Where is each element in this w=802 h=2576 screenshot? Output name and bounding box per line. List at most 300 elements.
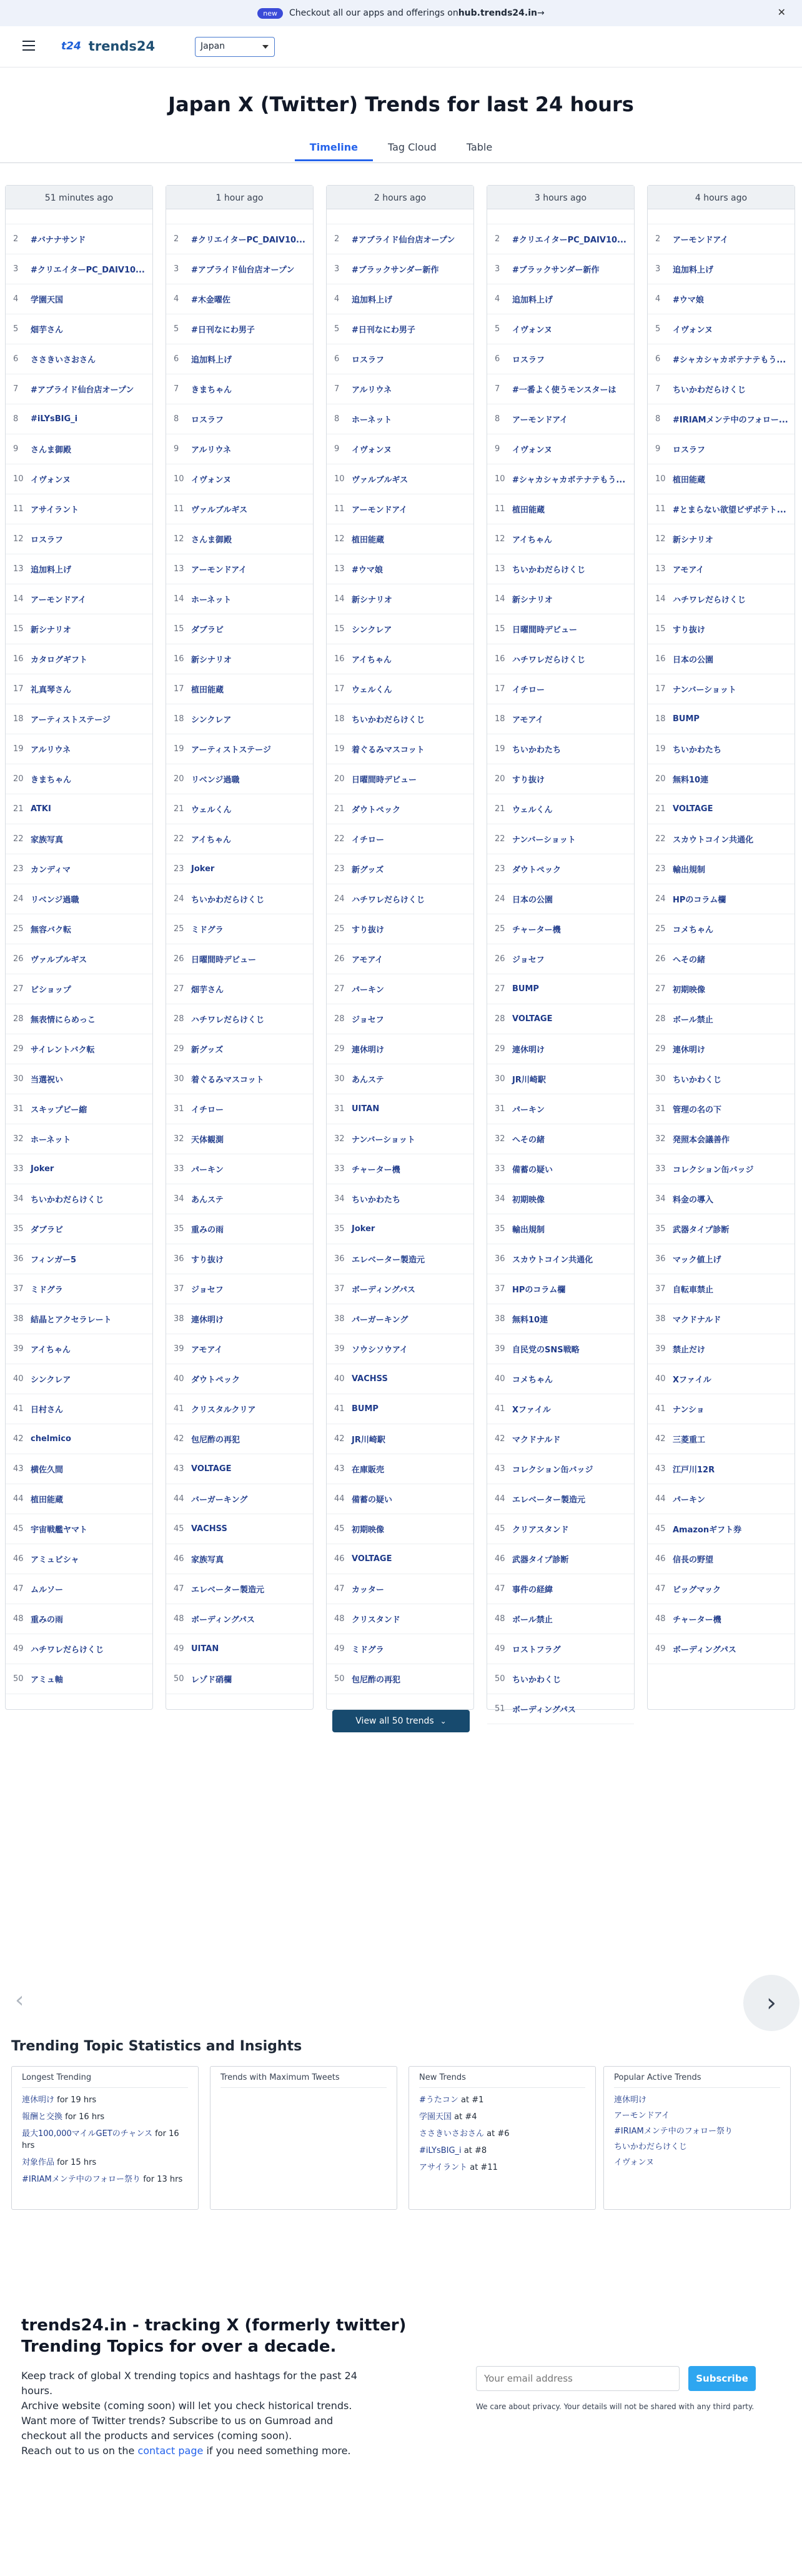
trend-link[interactable]: ホーネット — [352, 416, 392, 425]
trend-link[interactable]: 畑芋さん — [31, 326, 64, 335]
stat-trend-link[interactable]: #iLYsBIG_i — [419, 2146, 462, 2155]
tab-tag-cloud[interactable]: Tag Cloud — [387, 141, 437, 153]
trend-link[interactable]: 自民党のSNS戦略 — [512, 1345, 580, 1355]
trend-link[interactable]: ハチワレだらけくじ — [512, 656, 586, 665]
trend-link[interactable]: ハチワレだらけくじ — [191, 1016, 265, 1025]
trend-link[interactable]: ダウトペック — [512, 866, 562, 875]
trend-link[interactable]: #クリエイターPC_DAIV10... — [512, 236, 626, 245]
trend-link[interactable]: フィンガー5 — [31, 1256, 77, 1265]
trend-link[interactable]: きまちゃん — [31, 776, 72, 785]
trend-link[interactable]: #日刊なにわ男子 — [191, 326, 255, 335]
trend-link[interactable]: VACHSS — [352, 1374, 388, 1384]
trend-link[interactable]: 無料10連 — [673, 776, 709, 785]
trend-link[interactable]: ダウトペック — [352, 806, 401, 815]
trend-link[interactable]: 家族写真 — [191, 1555, 224, 1565]
trend-link[interactable]: ホーネット — [31, 1136, 71, 1145]
trend-link[interactable]: #ウマ娘 — [352, 566, 383, 575]
trend-link[interactable]: 追加料上げ — [512, 296, 553, 305]
trend-link[interactable]: ボール禁止 — [512, 1615, 553, 1625]
trend-rank: 30 — [174, 1074, 184, 1084]
trend-link[interactable]: ボーディングパス — [352, 1286, 415, 1295]
trend-link[interactable]: 信長の野望 — [673, 1555, 714, 1565]
trend-link[interactable]: アサイラント — [31, 506, 79, 515]
trend-link[interactable]: アーモンドアイ — [31, 596, 87, 605]
trend-link[interactable]: ハチワレだらけくじ — [31, 1645, 104, 1655]
trend-link[interactable]: 追加料上げ — [673, 266, 714, 275]
trend-rank: 45 — [655, 1524, 666, 1534]
trend-row — [487, 1064, 634, 1094]
trend-link[interactable]: すり抜け — [352, 926, 385, 935]
trend-link[interactable]: 着ぐるみマスコット — [352, 746, 425, 755]
trend-link[interactable]: #シャカシャカボテナテもう... — [512, 476, 626, 485]
trend-link[interactable]: すり抜け — [673, 626, 706, 635]
trend-link[interactable]: 追加料上げ — [191, 356, 232, 365]
footer-line-1: Keep track of global X trending topics and hashtags for the past 24 hours. — [21, 2370, 357, 2397]
trend-link[interactable]: パーキン — [352, 986, 384, 995]
trend-link[interactable]: ハチワレだらけくじ — [352, 896, 425, 905]
column-timestamp: 4 hours ago — [648, 186, 795, 209]
trend-link[interactable]: ちいかわたち — [512, 746, 562, 755]
view-all-button[interactable] — [332, 1710, 470, 1732]
trend-link[interactable]: アモアイ — [352, 956, 384, 965]
trend-link[interactable]: イチロー — [352, 836, 385, 845]
trend-rank: 23 — [174, 864, 184, 874]
trend-link[interactable]: 備蓄の疑い — [512, 1166, 553, 1175]
trend-link[interactable]: #ブラックサンダー新作 — [512, 266, 600, 275]
trend-link[interactable]: ダブラビ — [191, 626, 224, 635]
trend-link[interactable]: きまちゃん — [191, 386, 232, 395]
trend-row — [166, 434, 313, 464]
trend-link[interactable]: ささきいさおさん — [31, 356, 96, 365]
trend-link[interactable]: パーガーキング — [352, 1315, 408, 1325]
trend-row — [487, 1694, 634, 1724]
subscribe-button[interactable]: Subscribe — [688, 2366, 756, 2391]
trend-link[interactable]: アモアイ — [673, 566, 705, 575]
trend-link[interactable]: 植田能蔵 — [191, 686, 224, 695]
stat-trend-link[interactable]: ちいかわだらけくじ — [614, 2142, 688, 2152]
trend-link[interactable]: ちいかわくじ — [673, 1076, 722, 1085]
trend-link[interactable]: 無料10連 — [512, 1315, 548, 1325]
trend-link[interactable]: ロスラフ — [31, 536, 64, 545]
trend-link[interactable]: ボーディングパス — [512, 1705, 576, 1715]
trend-row — [327, 584, 473, 614]
trend-link[interactable]: 重みの雨 — [191, 1226, 224, 1235]
stat-trend-link[interactable]: 学園天国 — [419, 2112, 452, 2122]
trend-link[interactable]: #バナナサンド — [31, 236, 86, 245]
trend-link[interactable]: 包尼酢の再犯 — [191, 1435, 240, 1445]
trend-link[interactable]: カッター — [352, 1585, 384, 1595]
trend-link[interactable]: ちいかわくじ — [512, 1675, 562, 1685]
trend-link[interactable]: ロスラフ — [512, 356, 545, 365]
trend-rank: 47 — [655, 1584, 666, 1594]
trend-link[interactable]: UITAN — [191, 1644, 219, 1654]
trend-link[interactable]: パーキン — [512, 1106, 545, 1115]
trend-link[interactable]: 結晶とアクセラレート — [31, 1315, 112, 1325]
trend-link[interactable]: 当選祝い — [31, 1076, 64, 1085]
trend-link[interactable]: ヴァルブルギス — [352, 476, 408, 485]
trend-link[interactable]: アーモンドアイ — [191, 566, 247, 575]
trend-link[interactable]: 連休明け — [512, 1046, 545, 1055]
trend-link[interactable]: 植田能蔵 — [352, 536, 385, 545]
trend-link[interactable]: 重みの雨 — [31, 1615, 64, 1625]
trend-link[interactable]: #iLYsBIG_i — [31, 414, 78, 424]
trend-link[interactable]: 新シナリオ — [31, 626, 71, 635]
trend-link[interactable]: ソウシソウアイ — [352, 1345, 408, 1355]
trend-link[interactable]: アイちゃん — [352, 656, 392, 665]
trend-link[interactable]: 畑芋さん — [191, 986, 224, 995]
trend-link[interactable]: Xファイル — [512, 1405, 551, 1415]
email-input[interactable] — [476, 2366, 680, 2391]
tab-table[interactable]: Table — [466, 141, 493, 153]
trend-link[interactable]: 日本の公園 — [673, 656, 714, 665]
trend-link[interactable]: パーキン — [673, 1495, 705, 1505]
trend-link[interactable]: コレクション缶バッジ — [673, 1166, 754, 1175]
trend-row — [327, 704, 473, 734]
trend-link[interactable]: 日曜間時デビュー — [191, 956, 257, 965]
trend-link[interactable]: 学園天国 — [31, 296, 64, 305]
trend-row — [166, 1454, 313, 1484]
trend-link[interactable]: 包尼酢の再犯 — [352, 1675, 401, 1685]
trend-link[interactable]: ちいかわたち — [352, 1196, 401, 1205]
trend-link[interactable]: ボーディングパス — [191, 1615, 255, 1625]
logo-mark-icon: t24 — [61, 40, 81, 52]
trend-link[interactable]: ウェルくん — [512, 806, 553, 815]
trend-link[interactable]: #アブライド仙台店オープン — [191, 266, 295, 275]
trend-link[interactable]: リベンジ過職 — [191, 776, 240, 785]
trend-link[interactable]: 新グッズ — [352, 866, 384, 875]
trend-link[interactable]: アルリウネ — [191, 446, 232, 455]
trend-link[interactable]: 発照本会議善作 — [673, 1136, 730, 1145]
trend-link[interactable]: ミドグラ — [352, 1645, 384, 1655]
stat-trend-link[interactable]: ささきいさおさん — [419, 2129, 485, 2139]
trend-link[interactable]: エレベーター製造元 — [191, 1585, 265, 1595]
trend-link[interactable]: アイちゃん — [512, 536, 552, 545]
trend-link[interactable]: ボール禁止 — [673, 1016, 713, 1025]
trend-row — [6, 344, 152, 374]
trend-link[interactable]: ダウトペック — [191, 1375, 240, 1385]
hub-link[interactable]: hub.trends24.in — [458, 8, 537, 18]
trend-link[interactable]: シンクレア — [31, 1375, 71, 1385]
trend-link[interactable]: 植田能蔵 — [673, 476, 706, 485]
trend-link[interactable]: ちいかわだらけくじ — [191, 896, 265, 905]
trend-link[interactable]: イチロー — [512, 686, 545, 695]
trend-link[interactable]: へその緒 — [673, 956, 706, 965]
trend-row — [6, 1274, 152, 1304]
site-logo[interactable] — [61, 39, 155, 54]
trend-row — [327, 1544, 473, 1574]
stat-trend-link[interactable]: 対象作品 — [22, 2158, 55, 2167]
trend-link[interactable]: サイレントバク転 — [31, 1046, 95, 1055]
trend-link[interactable]: 天体観測 — [191, 1136, 224, 1145]
trend-row — [327, 1574, 473, 1604]
trend-link[interactable]: アイちゃん — [191, 836, 231, 845]
trend-link[interactable]: #ウマ娘 — [673, 296, 704, 305]
trend-link[interactable]: ビショップ — [31, 986, 71, 995]
trend-link[interactable]: ジョセフ — [512, 956, 545, 965]
trend-link[interactable]: シンクレア — [352, 626, 392, 635]
contact-page-link[interactable]: contact page — [137, 2445, 204, 2457]
trend-link[interactable]: シンクレア — [191, 716, 232, 725]
trend-link[interactable]: 武器タイプ診断 — [512, 1555, 569, 1565]
stat-trend-link[interactable]: アサイラント — [419, 2163, 468, 2172]
trend-link[interactable]: 初期映像 — [673, 986, 706, 995]
trend-link[interactable]: ちいかわだらけくじ — [673, 386, 746, 395]
trend-link[interactable]: HPのコラム欄 — [512, 1286, 566, 1295]
trend-link[interactable]: 在庫販売 — [352, 1465, 385, 1475]
trend-link[interactable]: イヴォンヌ — [512, 446, 552, 455]
trend-link[interactable]: 料金の導入 — [673, 1196, 714, 1205]
close-icon[interactable]: ✕ — [777, 6, 786, 18]
trend-link[interactable]: ちいかわたち — [673, 746, 722, 755]
country-select[interactable] — [195, 37, 275, 57]
trend-link[interactable]: 初期映像 — [352, 1525, 385, 1535]
trend-link[interactable]: #アブライド仙台店オープン — [31, 386, 134, 395]
trend-link[interactable]: 新グッズ — [191, 1046, 224, 1055]
trend-link[interactable]: イヴォンヌ — [352, 446, 392, 455]
trend-link[interactable]: すり抜け — [191, 1256, 224, 1265]
trend-link[interactable]: 初期映像 — [512, 1196, 545, 1205]
trend-link[interactable]: スキップビー縮 — [31, 1106, 87, 1115]
chevron-down-icon: ⌄ — [440, 1717, 447, 1725]
trend-link[interactable]: アミュビシャ — [31, 1555, 79, 1565]
stat-trend-link[interactable]: 連休明け — [22, 2095, 55, 2105]
stat-trend-link[interactable]: イヴォンヌ — [614, 2158, 654, 2167]
trend-link[interactable]: ATKI — [31, 804, 51, 814]
trend-link[interactable]: イヴォンヌ — [673, 326, 713, 335]
trend-link[interactable]: 連休明け — [191, 1315, 224, 1325]
trend-link[interactable]: ロスラフ — [191, 416, 224, 425]
trend-link[interactable]: さんま御殿 — [191, 536, 232, 545]
trend-link[interactable]: アルリウネ — [352, 386, 392, 395]
trend-link[interactable]: #木金曜佐 — [191, 296, 230, 305]
trend-link[interactable]: ハチワレだらけくじ — [673, 596, 746, 605]
trend-link[interactable]: エレベーター製造元 — [352, 1256, 425, 1265]
trend-link[interactable]: 横佐久間 — [31, 1465, 64, 1475]
trend-link[interactable]: 無容バク転 — [31, 926, 72, 935]
trend-link[interactable]: #クリエイターPC_DAIV10... — [191, 236, 305, 245]
trend-link[interactable]: 事件の経緯 — [512, 1585, 553, 1595]
trend-link[interactable]: アーモンドアイ — [512, 416, 568, 425]
trend-link[interactable]: 禁止だけ — [673, 1345, 706, 1355]
trend-link[interactable]: ウェルくん — [352, 686, 392, 695]
trend-link[interactable]: VOLTAGE — [352, 1554, 392, 1564]
trend-link[interactable]: ミドグラ — [191, 926, 224, 935]
trend-link[interactable]: ジョセフ — [352, 1016, 384, 1025]
stat-trend-link[interactable]: 報酬と交換 — [22, 2112, 63, 2122]
stat-trend-link[interactable]: 最大100,000マイルGETのチャンス — [22, 2129, 152, 2139]
trend-link[interactable]: クリスタルクリア — [191, 1405, 256, 1415]
trend-link[interactable]: アルリウネ — [31, 746, 71, 755]
trend-link[interactable]: マクドナルド — [673, 1315, 721, 1325]
trend-link[interactable]: ホーネット — [191, 596, 232, 605]
trend-link[interactable]: クリアスタンド — [512, 1525, 569, 1535]
hamburger-menu-icon[interactable] — [22, 41, 35, 51]
trend-link[interactable]: ナンバーショット — [352, 1136, 415, 1145]
trend-link[interactable]: パーキン — [191, 1166, 224, 1175]
trend-row — [487, 374, 634, 404]
trend-link[interactable]: アモアイ — [191, 1345, 223, 1355]
trend-link[interactable]: 新シナリオ — [512, 596, 553, 605]
trend-link[interactable]: ナンバーショット — [512, 836, 576, 845]
trend-link[interactable]: 管理の名の下 — [673, 1106, 722, 1115]
trend-link[interactable]: BUMP — [352, 1404, 379, 1414]
trend-link[interactable]: 植田能蔵 — [31, 1495, 64, 1505]
trend-rank: 20 — [655, 774, 666, 784]
trend-rank: 42 — [495, 1434, 505, 1444]
trend-link[interactable]: チャーター機 — [673, 1615, 721, 1625]
trend-link[interactable]: 連休明け — [352, 1046, 385, 1055]
trend-link[interactable]: ちいかわだらけくじ — [352, 716, 425, 725]
trend-link[interactable]: 自転車禁止 — [673, 1286, 714, 1295]
trend-link[interactable]: チャーター機 — [512, 926, 561, 935]
trend-link[interactable]: アーティストステージ — [191, 746, 271, 755]
trend-link[interactable]: #一番よく使うモンスターは — [512, 386, 616, 395]
trend-link[interactable]: 輸出規制 — [673, 866, 706, 875]
trend-link[interactable]: 植田能蔵 — [512, 506, 545, 515]
trend-link[interactable]: 無表情にらめっこ — [31, 1016, 96, 1025]
trend-link[interactable]: #アブライド仙台店オープン — [352, 236, 455, 245]
trend-link[interactable]: ナンショ — [673, 1405, 705, 1415]
trend-link[interactable]: 輸出規制 — [512, 1226, 545, 1235]
trend-link[interactable]: マクドナルド — [512, 1435, 561, 1445]
trend-link[interactable]: 追加料上げ — [352, 296, 393, 305]
trend-link[interactable]: エレベーター製造元 — [512, 1495, 586, 1505]
tab-timeline[interactable]: Timeline — [295, 141, 373, 161]
trend-link[interactable]: VACHSS — [191, 1524, 227, 1534]
trend-link[interactable]: Joker — [191, 864, 215, 874]
trend-link[interactable]: #クリエイターPC_DAIV10... — [31, 266, 145, 275]
trend-rank: 47 — [13, 1584, 24, 1594]
trend-link[interactable]: HPのコラム欄 — [673, 896, 726, 905]
trend-link[interactable]: さんま御殿 — [31, 446, 72, 455]
trend-link[interactable]: ナンバーショット — [673, 686, 736, 695]
trend-link[interactable]: ちいかわだらけくじ — [512, 566, 586, 575]
trend-link[interactable]: #ブラックサンダー新作 — [352, 266, 439, 275]
trend-link[interactable]: #とまらない欲望ビザポテト... — [673, 506, 786, 515]
trend-link[interactable]: 着ぐるみマスコット — [191, 1076, 264, 1085]
trend-link[interactable]: レゾド硝欄 — [191, 1675, 232, 1685]
trend-link[interactable]: 日曜間時デビュー — [512, 626, 578, 635]
trend-link[interactable]: イヴォンヌ — [191, 476, 231, 485]
trend-link[interactable]: リベンジ過職 — [31, 896, 79, 905]
trend-link[interactable]: アモアイ — [512, 716, 544, 725]
trend-link[interactable]: ちいかわだらけくじ — [31, 1196, 104, 1205]
trend-link[interactable]: 新シナリオ — [352, 596, 392, 605]
stat-trend-link[interactable]: アーモンドアイ — [614, 2111, 670, 2120]
trend-row — [487, 464, 634, 494]
trend-link[interactable]: 追加料上げ — [31, 566, 72, 575]
trend-link[interactable]: アイちゃん — [31, 1345, 71, 1355]
trend-link[interactable]: 武器タイプ診断 — [673, 1226, 730, 1235]
trend-link[interactable]: Joker — [31, 1164, 54, 1174]
trend-link[interactable]: コレクション缶バッジ — [512, 1465, 593, 1475]
trend-link[interactable]: カタログギフト — [31, 656, 88, 665]
trend-link[interactable]: ロストフラグ — [512, 1645, 561, 1655]
trend-link[interactable]: マック値上げ — [673, 1256, 721, 1265]
carousel-prev-icon[interactable]: ‹ — [15, 1987, 24, 2013]
trend-link[interactable]: VOLTAGE — [191, 1464, 232, 1474]
stat-trend-link[interactable]: #IRIAMメンテ中のフォロー祭り — [614, 2127, 733, 2136]
trend-link[interactable]: chelmico — [31, 1434, 71, 1444]
trend-link[interactable]: ボーディングパス — [673, 1645, 736, 1655]
trend-rank: 21 — [174, 804, 184, 814]
trend-link[interactable]: ビッグマック — [673, 1585, 721, 1595]
trend-link[interactable]: 江戸川12R — [673, 1465, 715, 1475]
trend-link[interactable]: VOLTAGE — [512, 1014, 553, 1024]
trend-link[interactable]: へその緒 — [512, 1136, 545, 1145]
trend-link[interactable]: BUMP — [673, 714, 700, 724]
trend-link[interactable]: コメちゃん — [673, 926, 714, 935]
trend-link[interactable]: バーガーキング — [191, 1495, 248, 1505]
trend-link[interactable]: #シャカシャカボテナテもう... — [673, 356, 786, 365]
trend-link[interactable]: #IRIAMメンテ中のフォロー... — [673, 416, 788, 425]
trend-link[interactable]: イチロー — [191, 1106, 224, 1115]
trend-link[interactable]: 三菱重工 — [673, 1435, 706, 1445]
trend-link[interactable]: クリスタンド — [352, 1615, 400, 1625]
stat-trend-link[interactable]: #うたコン — [419, 2095, 458, 2105]
trend-link[interactable]: 礼真琴さん — [31, 686, 72, 695]
trend-link[interactable]: 宇宙戦艦ヤマト — [31, 1525, 88, 1535]
trend-link[interactable]: 備蓄の疑い — [352, 1495, 393, 1505]
trend-link[interactable]: 家族写真 — [31, 836, 64, 845]
trend-link[interactable]: ミドグラ — [31, 1286, 63, 1295]
trend-link[interactable]: ヴァルブルギス — [31, 956, 87, 965]
trend-row — [6, 614, 152, 644]
trend-link[interactable]: JR川崎駅 — [352, 1435, 385, 1445]
trend-link[interactable]: 連休明け — [673, 1046, 706, 1055]
trend-link[interactable]: スカウトコイン共通化 — [673, 836, 754, 845]
trend-link[interactable]: ダブラビ — [31, 1226, 64, 1235]
trend-link[interactable]: Amazonギフト券 — [673, 1525, 742, 1535]
trend-row-partial — [327, 209, 473, 224]
trend-link[interactable]: BUMP — [512, 984, 539, 994]
trend-link[interactable]: コメちゃん — [512, 1375, 553, 1385]
trend-link[interactable]: 新シナリオ — [191, 656, 232, 665]
trend-link[interactable]: あんステ — [352, 1076, 384, 1085]
trend-link[interactable]: ヴァルブルギス — [191, 506, 248, 515]
trend-link[interactable]: ロスラフ — [673, 446, 706, 455]
trend-link[interactable]: 日曜間時デビュー — [352, 776, 417, 785]
trend-link[interactable]: ジョセフ — [191, 1286, 224, 1295]
trend-link[interactable]: イヴォンヌ — [512, 326, 552, 335]
trend-link[interactable]: チャーター機 — [352, 1166, 400, 1175]
trend-link[interactable]: VOLTAGE — [673, 804, 713, 814]
trend-link[interactable]: #日刊なにわ男子 — [352, 326, 415, 335]
trend-link[interactable]: アーティストステージ — [31, 716, 111, 725]
trend-link[interactable]: すり抜け — [512, 776, 545, 785]
trend-link[interactable]: Xファイル — [673, 1375, 711, 1385]
trend-link[interactable]: JR川崎駅 — [512, 1076, 546, 1085]
carousel-next-icon[interactable]: › — [743, 1975, 800, 2031]
trend-link[interactable]: アーモンドアイ — [352, 506, 408, 515]
stat-trend-link[interactable]: 連休明け — [614, 2095, 647, 2105]
trend-link[interactable]: 日本の公園 — [512, 896, 553, 905]
trend-link[interactable]: アミュ軸 — [31, 1675, 63, 1685]
trend-link[interactable]: ロスラフ — [352, 356, 385, 365]
trend-link[interactable]: Joker — [352, 1224, 375, 1234]
trend-link[interactable]: アーモンドアイ — [673, 236, 729, 245]
trend-link[interactable]: ムルソー — [31, 1585, 64, 1595]
trend-link[interactable]: あんステ — [191, 1196, 224, 1205]
trend-link[interactable]: 日村さん — [31, 1405, 64, 1415]
trend-link[interactable]: UITAN — [352, 1104, 380, 1114]
trend-link[interactable]: イヴォンヌ — [31, 476, 71, 485]
trend-link[interactable]: スカウトコイン共通化 — [512, 1256, 593, 1265]
trend-link[interactable]: カンディマ — [31, 866, 71, 875]
trend-link[interactable]: ウェルくん — [191, 806, 232, 815]
trend-link[interactable]: 新シナリオ — [673, 536, 713, 545]
stat-trend-link[interactable]: #IRIAMメンテ中のフォロー祭り — [22, 2175, 141, 2184]
